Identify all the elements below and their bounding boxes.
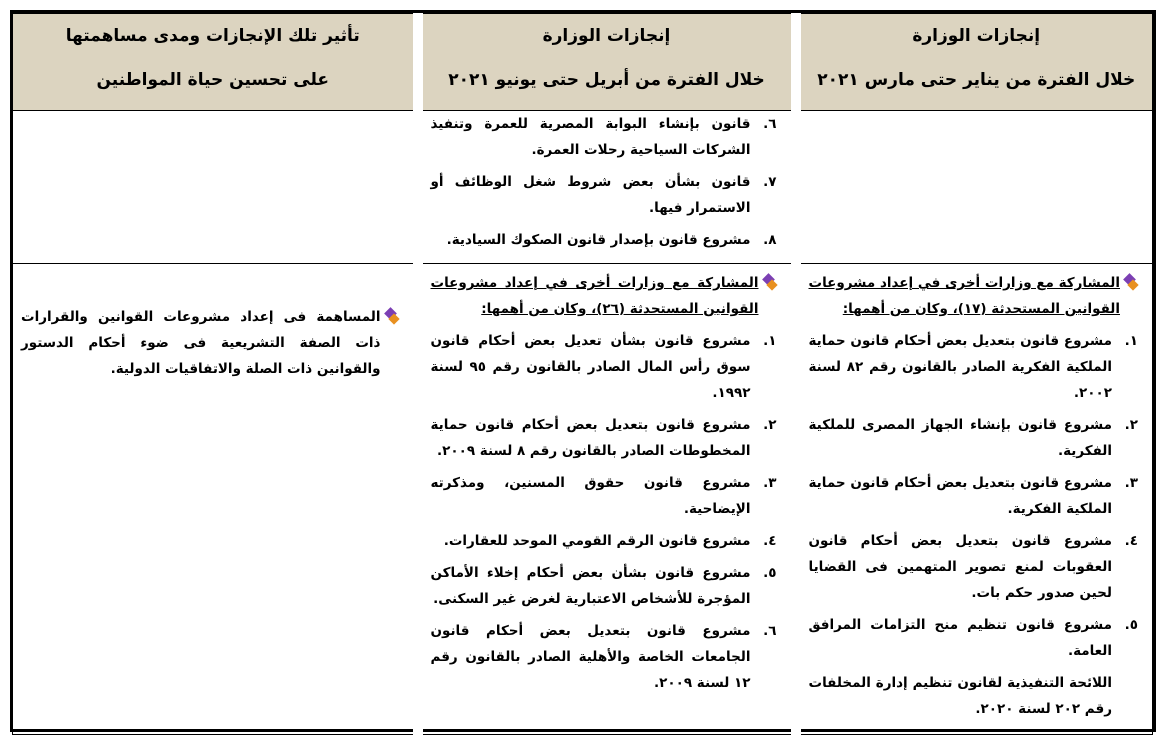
cell-jan-mar-top	[796, 111, 1153, 264]
list-item	[431, 528, 777, 554]
header-impact-line2: على تحسين حياة المواطنين	[96, 70, 330, 90]
item-number: ٣.	[1124, 475, 1138, 491]
item-text: مشروع قانون بتعديل بعض أحكام قانون الجامعات الخاصة والأهلية الصادر بالقانون رقم ١٢ لسنة ٢٠٠٩.	[430, 623, 751, 691]
list-item	[431, 169, 777, 221]
item-text: مشروع قانون بتعديل بعض أحكام قانون حماية الملكية الفكرية.	[808, 475, 1112, 517]
header-jan-mar	[796, 14, 1153, 111]
section-heading	[431, 270, 777, 322]
item-number: ٤.	[1124, 533, 1138, 549]
table-row	[13, 111, 1153, 264]
item-text: قانون بشأن بعض شروط شغل الوظائف أو الاستمرار فيها.	[430, 174, 751, 216]
item-number: ٥.	[763, 565, 777, 581]
header-jan-mar-period: خلال الفترة من يناير حتى مارس ٢٠٢١	[817, 70, 1136, 90]
item-number: ٢.	[763, 417, 777, 433]
list-item	[431, 618, 777, 696]
list-item	[809, 612, 1139, 664]
diamond-bullet-icon	[759, 275, 777, 291]
item-number: ٥.	[1124, 617, 1138, 633]
list-item	[809, 470, 1139, 522]
heading-text: المشاركة مع وزارات أخرى في إعداد مشروعات القوانين المستحدثة (١٧)، وكان من أهمها:	[808, 275, 1120, 317]
list-item	[431, 412, 777, 464]
item-text: مشروع قانون الرقم القومي الموحد للعقارات.	[443, 533, 751, 549]
list-item	[809, 528, 1139, 606]
list-item	[431, 560, 777, 612]
list-item	[431, 111, 777, 163]
table-row	[13, 264, 1153, 735]
list-item	[809, 328, 1139, 406]
achievements-table	[12, 13, 1153, 735]
item-number: ٦.	[763, 116, 777, 132]
cell-impact-top	[13, 111, 418, 264]
item-text: مشروع قانون بشأن تعديل بعض أحكام قانون سوق رأس المال الصادر بالقانون رقم ٩٥ لسنة ١٩٩٢.	[430, 333, 751, 401]
heading-text: المشاركة مع وزارات أخرى في إعداد مشروعات القوانين المستحدثة (٢٦)، وكان من أهمها:	[430, 275, 759, 317]
header-impact	[13, 14, 418, 111]
item-number: ٣.	[763, 475, 777, 491]
item-number: ١.	[763, 333, 777, 349]
header-jan-mar-title: إنجازات الوزارة	[912, 26, 1041, 46]
list-item	[431, 227, 777, 253]
cell-apr-jun-top	[418, 111, 796, 264]
item-text: مشروع قانون تنظيم منح التزامات المرافق العامة.	[808, 617, 1112, 659]
header-apr-jun	[418, 14, 796, 111]
cell-impact-main	[13, 264, 418, 735]
header-impact-line1: تأثير تلك الإنجازات ومدى مساهمتها	[65, 26, 360, 46]
impact-bullet	[21, 304, 399, 382]
item-number: ٨.	[763, 232, 777, 248]
item-text: قانون بإنشاء البوابة المصرية للعمرة وتنفيذ الشركات السياحية رحلات العمرة.	[430, 116, 751, 158]
diamond-bullet-icon	[381, 309, 399, 325]
item-text: مشروع قانون بتعديل بعض أحكام قانون حماية الملكية الفكرية الصادر بالقانون رقم ٨٢ لسنة ٢٠٠٢.	[808, 333, 1112, 401]
note-text: اللائحة التنفيذية لقانون تنظيم إدارة المخلفات رقم ٢٠٢ لسنة ٢٠٢٠.	[808, 675, 1112, 717]
header-row	[13, 14, 1153, 111]
item-text: مشروع قانون حقوق المسنين، ومذكرته الإيضاحية.	[430, 475, 751, 517]
cell-jan-mar-main	[796, 264, 1153, 735]
item-text: مشروع قانون بشأن بعض أحكام إخلاء الأماكن المؤجرة للأشخاص الاعتبارية لغرض غير السكنى.	[430, 565, 751, 607]
list-item	[809, 412, 1139, 464]
header-apr-jun-title: إنجازات الوزارة	[542, 26, 671, 46]
item-number: ٧.	[763, 174, 777, 190]
header-apr-jun-period: خلال الفترة من أبريل حتى يونيو ٢٠٢١	[448, 70, 765, 90]
item-text: مشروع قانون بتعديل بعض أحكام قانون حماية المخطوطات الصادر بالقانون رقم ٨ لسنة ٢٠٠٩.	[430, 417, 751, 459]
item-text: مشروع قانون بإنشاء الجهاز المصرى للملكية الفكرية.	[808, 417, 1112, 459]
cell-apr-jun-main	[418, 264, 796, 735]
item-number: ١.	[1124, 333, 1138, 349]
item-number: ٦.	[763, 623, 777, 639]
diamond-bullet-icon	[1120, 275, 1138, 291]
item-text: مشروع قانون بإصدار قانون الصكوك السيادية.	[446, 232, 751, 248]
list-item	[431, 470, 777, 522]
section-heading	[809, 270, 1139, 322]
impact-text: المساهمة فى إعداد مشروعات القوانين والقرارات ذات الصفة التشريعية فى ضوء أحكام الدستور والقوانين ذات الصلة والاتفاقيات الدولية.	[21, 309, 381, 377]
item-text: مشروع قانون بتعديل بعض أحكام قانون العقوبات لمنع تصوير المتهمين فى القضايا لحين صدور حكم بات.	[808, 533, 1112, 601]
item-number: ٤.	[763, 533, 777, 549]
document-frame	[10, 10, 1156, 732]
list-item	[431, 328, 777, 406]
item-number: ٢.	[1124, 417, 1138, 433]
